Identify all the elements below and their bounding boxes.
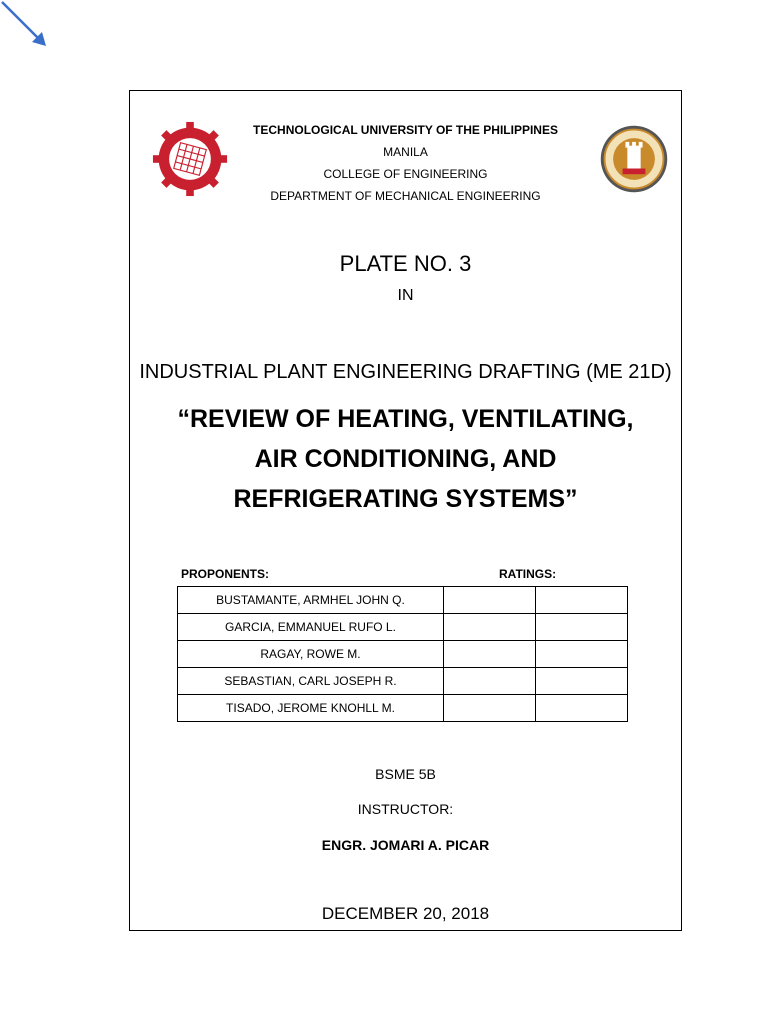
cursor-arrow-icon bbox=[0, 0, 50, 50]
proponent-name: RAGAY, ROWE M. bbox=[178, 641, 444, 668]
plate-title: “REVIEW OF HEATING, VENTILATING, AIR CONDITIONING, AND REFRIGERATING SYSTEMS” bbox=[177, 405, 634, 513]
section-name: BSME 5B bbox=[375, 766, 436, 782]
table-row bbox=[178, 695, 628, 722]
rating-cell bbox=[444, 614, 536, 641]
course-name: INDUSTRIAL PLANT ENGINEERING DRAFTING (ME 21D) bbox=[139, 361, 672, 383]
proponent-name: TISADO, JEROME KNOHLL M. bbox=[178, 695, 444, 722]
rating-cell bbox=[536, 587, 628, 614]
rating-cell bbox=[444, 695, 536, 722]
instructor-label: INSTRUCTOR: bbox=[357, 801, 454, 817]
rating-cell bbox=[536, 614, 628, 641]
rating-cell bbox=[536, 695, 628, 722]
submission-date: DECEMBER 20, 2018 bbox=[321, 904, 490, 923]
proponents-label: PROPONENTS: bbox=[181, 567, 270, 581]
rating-cell bbox=[536, 668, 628, 695]
college-name: COLLEGE OF ENGINEERING bbox=[323, 167, 488, 181]
table-row bbox=[178, 641, 628, 668]
proponent-name: BUSTAMANTE, ARMHEL JOHN Q. bbox=[178, 587, 444, 614]
ratings-label: RATINGS: bbox=[499, 567, 557, 581]
proponents-table bbox=[177, 586, 628, 722]
rating-cell bbox=[536, 641, 628, 668]
university-name: TECHNOLOGICAL UNIVERSITY OF THE PHILIPPINES bbox=[253, 123, 558, 137]
rating-cell bbox=[444, 641, 536, 668]
instructor-name: ENGR. JOMARI A. PICAR bbox=[321, 837, 490, 853]
cover-page-frame bbox=[129, 90, 682, 931]
department-name: DEPARTMENT OF MECHANICAL ENGINEERING bbox=[270, 189, 541, 203]
plate-number: PLATE NO. 3 bbox=[339, 251, 472, 276]
university-city: MANILA bbox=[383, 145, 428, 159]
rating-cell bbox=[444, 668, 536, 695]
proponent-name: GARCIA, EMMANUEL RUFO L. bbox=[178, 614, 444, 641]
plate-in: IN bbox=[397, 287, 414, 304]
proponent-name: SEBASTIAN, CARL JOSEPH R. bbox=[178, 668, 444, 695]
table-row bbox=[178, 668, 628, 695]
table-row bbox=[178, 587, 628, 614]
rating-cell bbox=[444, 587, 536, 614]
table-row bbox=[178, 614, 628, 641]
